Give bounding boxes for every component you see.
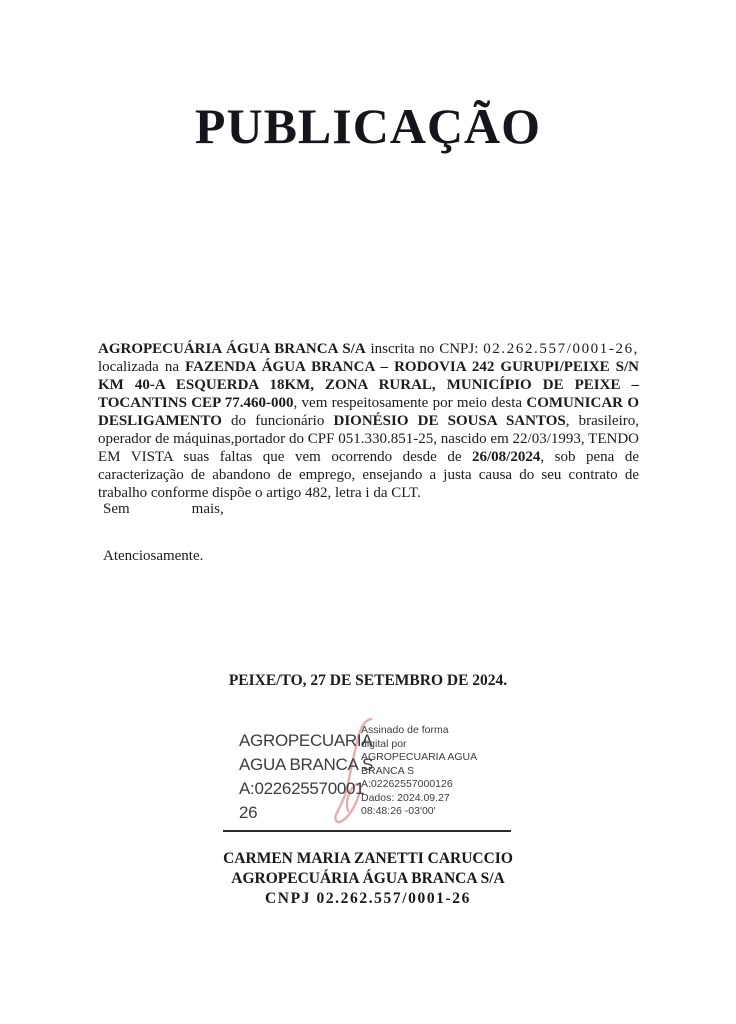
closing-sem: Sem [103,501,130,517]
stamp-name-line: A:022625570001 [239,779,365,798]
stamp-name-line: AGUA BRANCA S [239,755,374,774]
footer-line: CARMEN MARIA ZANETTI CARUCCIO [223,850,513,867]
paragraph-run: , vem respeitosamente por meio desta [293,395,527,411]
footer-line: CNPJ 02.262.557/0001-26 [265,890,471,907]
stamp-detail-line: 08:48:26 -03'00' [361,805,436,817]
paragraph-run: COMUNICAR O DESLIGAMENTO [98,395,639,429]
paragraph-run: do funcionário [221,413,334,429]
stamp-detail-line: AGROPECUARIA AGUA [361,751,478,763]
footer-line: AGROPECUÁRIA ÁGUA BRANCA S/A [231,870,505,887]
document-title: PUBLICAÇÃO [194,98,542,154]
stamp-detail-line: Assinado de forma [361,724,449,736]
signature-rule [223,830,511,832]
paragraph-run: , brasileiro, operador de máquinas,portador do CPF 051.330.851-25, nascido em 22/03/1993, TENDO EM VISTA suas faltas que vem ocorrendo desde de [98,413,639,465]
stamp-detail-line: A:02262557000126 [361,778,453,790]
regards-line: Atenciosamente. [103,548,204,564]
paragraph-run: localizada na [98,359,186,375]
body-paragraph [98,340,639,502]
stamp-detail-line: Dados: 2024.09.27 [361,791,450,804]
stamp-name-line: AGROPECUARIA [239,731,373,750]
stamp-signature-details [361,724,511,819]
paragraph-run: FAZENDA ÁGUA BRANCA – RODOVIA 242 GURUPI/PEIXE S/N KM 40-A ESQUERDA 18KM, ZONA RURAL, MUNICÍPIO DE PEIXE – TOCANTINS CEP 77.460-000 [98,359,639,411]
closing-line [103,500,224,518]
paragraph-run: 02.262.557/0001-26, [483,341,640,357]
paragraph-run: AGROPECUÁRIA ÁGUA BRANCA S/A [98,341,366,357]
paragraph-run: , sob pena de caracterização de abandono de emprego, ensejando a justa causa do seu contrato de trabalho conforme dispõe o artigo 482, letra i da CLT. [98,449,639,501]
paragraph-run: 26/08/2024 [472,449,541,465]
footer-signature-block [0,849,736,909]
digital-signature-block [225,714,512,832]
stamp-detail-line: BRANCA S [361,764,415,777]
stamp-detail-line: digital por [361,737,407,750]
stamp-signer-name [239,729,374,825]
date-line: PEIXE/TO, 27 DE SETEMBRO DE 2024. [228,672,508,689]
stamp-name-line: 26 [239,803,258,822]
closing-mais: mais, [191,501,224,517]
paragraph-run: DIONÉSIO DE SOUSA SANTOS [333,413,566,429]
paragraph-run: inscrita no CNPJ: [365,341,484,357]
